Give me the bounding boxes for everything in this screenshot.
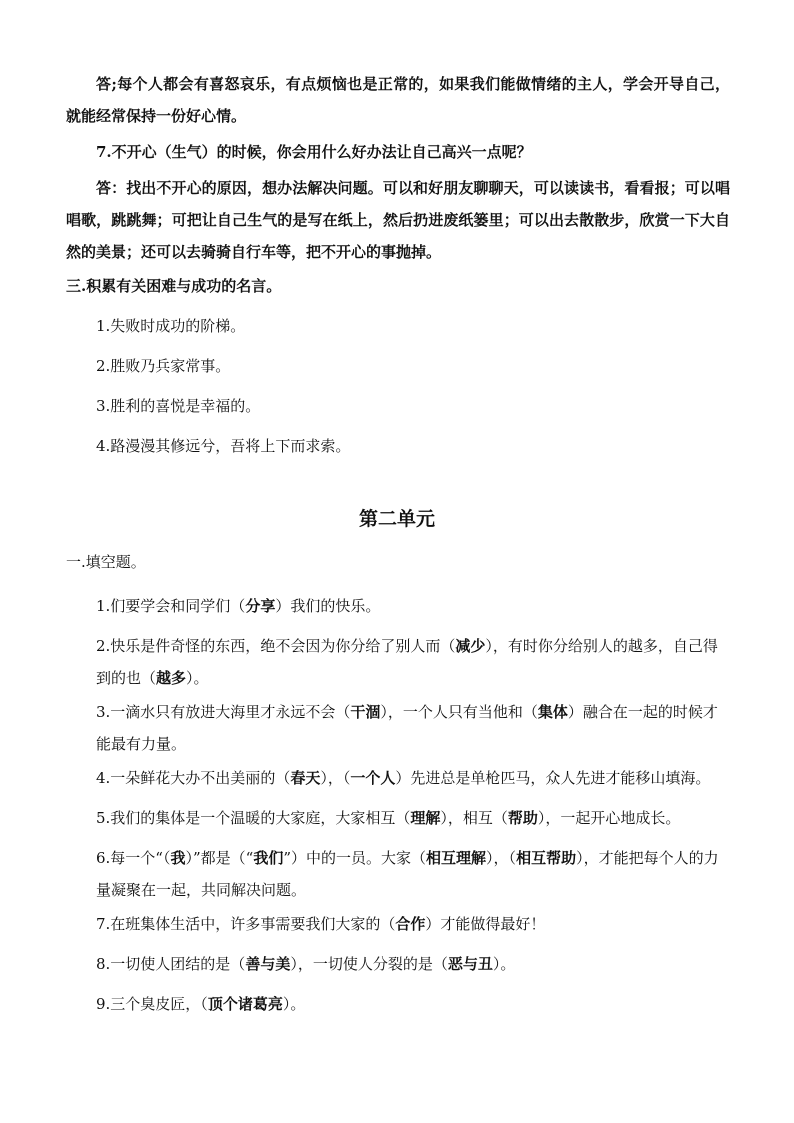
item-answer: 合作 [395,915,426,933]
fill-in-item-2 [96,630,730,694]
item-text: ）。 [282,995,306,1013]
item-answer: 一个人 [350,769,396,787]
item-answer: 理解 [410,809,441,827]
quote-item: 2.胜败乃兵家常事。 [96,357,231,375]
section-heading-fill-in: 一.填空题。 [66,553,146,571]
item-text: ），（ [320,769,351,787]
item-text: ）先进总是单枪匹马，众人先进才能移山填海。 [395,769,711,787]
item-answer: 减少 [455,637,486,655]
item-text: ），一切使人分裂的是（ [290,955,448,973]
item-text: ），一个人只有当他和（ [380,703,538,721]
item-answer: 相互帮助 [516,849,577,867]
item-answer: 相互理解 [426,849,487,867]
item-text: ）才能做得最好！ [425,915,546,933]
item-text: 2.快乐是件奇怪的东西，绝不会因为你分给了别人而（ [96,637,456,655]
item-text: 5.我们的集体是一个温暖的大家庭，大家相互（ [96,809,411,827]
item-answer: 帮助 [507,809,538,827]
fill-in-item-5 [96,802,730,834]
fill-in-item-6 [96,842,730,906]
item-answer: 干涸 [350,703,381,721]
item-answer: 分享 [245,597,276,615]
fill-in-item-8 [96,948,730,980]
item-text: ），有时你分给别人的越多，自己得到的也（ [96,637,718,687]
item-text: ）”都是（“ [185,849,254,867]
quote-item: 4.路漫漫其修远兮，吾将上下而求索。 [96,437,351,455]
item-text: ），相互（ [440,809,508,827]
quote-item: 1.失败时成功的阶梯。 [96,317,246,335]
item-text: ）我们的快乐。 [275,597,381,615]
answer-6-prefix: 答; [96,75,117,93]
item-answer: 顶个诸葛亮 [207,995,283,1013]
item-text: ），才能把每个人的力量凝聚在一起，共同解决问题。 [96,849,719,899]
item-answer: 善与美 [245,955,291,973]
item-text: 8.一切使人团结的是（ [96,955,246,973]
answer-6 [66,68,730,132]
item-answer: 我 [170,849,186,867]
fill-in-item-1 [96,590,730,622]
fill-in-item-4 [96,762,730,794]
answer-7: 答：找出不开心的原因，想办法解决问题。可以和好朋友聊聊天，可以读读书，看看报；可以唱唱歌，跳跳舞；可把让自己生气的是写在纸上，然后扔进废纸篓里；可以出去散散步，欣赏一下大自然的美景；还可以去骑骑自行车等，把不开心的事抛掉。 [66,179,730,261]
item-text: ）。 [492,955,516,973]
fill-in-item-9 [96,988,730,1020]
item-text: 6.每一个“（ [96,849,171,867]
fill-in-item-7 [96,908,730,940]
item-answer: 我们 [253,849,284,867]
item-answer: 集体 [537,703,568,721]
unit-title: 第二单元 [358,508,435,530]
item-answer: 春天 [290,769,321,787]
item-answer: 恶与丑 [447,955,493,973]
answer-6-text: 每个人都会有喜怒哀乐，有点烦恼也是正常的，如果我们能做情绪的主人，学会开导自己，就能经常保持一份好心情。 [66,75,730,125]
item-text: ”）中的一员。大家（ [283,849,427,867]
section-heading-quotes: 三.积累有关困难与成功的名言。 [66,277,282,295]
quote-item: 3.胜利的喜悦是幸福的。 [96,397,261,415]
item-answer: 越多 [156,669,187,687]
item-text: 3.一滴水只有放进大海里才永远不会（ [96,703,351,721]
item-text: 4.一朵鲜花大办不出美丽的（ [96,769,291,787]
item-text: ），一起开心地成长。 [537,809,681,827]
question-7: 7.不开心（生气）的时候，你会用什么好办法让自己高兴一点呢？ [96,143,532,161]
item-text: 1.们要学会和同学们（ [96,597,246,615]
item-text: 7.在班集体生活中，许多事需要我们大家的（ [96,915,396,933]
item-text: 9.三个臭皮匠，（ [96,995,208,1013]
fill-in-item-3 [96,696,730,760]
item-text: ）。 [186,669,209,687]
item-text: ），（ [486,849,517,867]
item-text: ）融合在一起的时候才能最有力量。 [96,703,718,753]
